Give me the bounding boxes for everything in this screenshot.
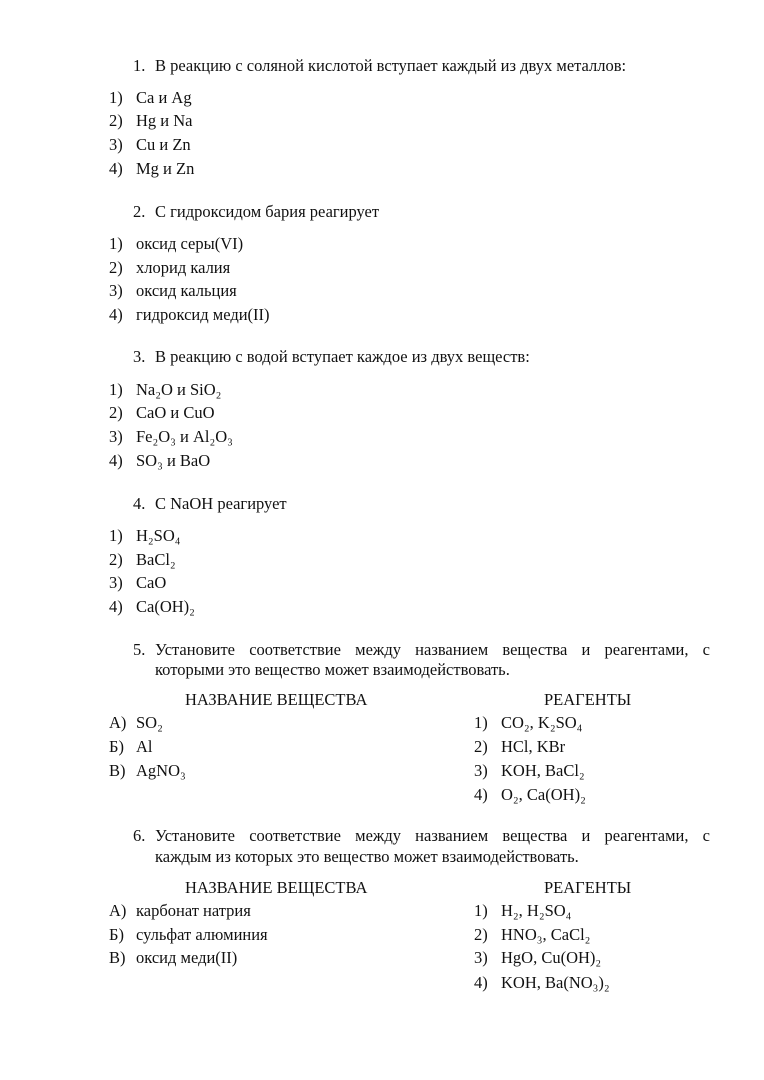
- substance-text: SO₂: [136, 713, 163, 732]
- substance-label: А): [109, 901, 127, 920]
- option-label: 3): [109, 281, 123, 300]
- option-label: 4): [109, 451, 123, 470]
- reagent-label: 4): [474, 973, 488, 992]
- option-text: Ca и Ag: [136, 88, 192, 107]
- question-number: 1.: [133, 56, 146, 75]
- substance-label: Б): [109, 737, 124, 756]
- option-text: CaO: [136, 573, 167, 592]
- left-column-header: НАЗВАНИЕ ВЕЩЕСТВА: [185, 690, 368, 709]
- question-text: С NaOH реагирует: [155, 494, 287, 513]
- substance-text: AgNO₃: [136, 761, 186, 780]
- substance-label: В): [109, 761, 126, 780]
- option-text: оксид серы(VI): [136, 234, 244, 253]
- reagent-text: KOH, BaCl₂: [501, 761, 585, 780]
- substance-label: Б): [109, 925, 124, 944]
- reagent-label: 2): [474, 925, 488, 944]
- option-label: 3): [109, 427, 123, 446]
- question-text: каждым из которых это вещество может взаимодействовать.: [155, 847, 579, 866]
- reagent-label: 1): [474, 901, 488, 920]
- option-text: Cu и Zn: [136, 135, 191, 154]
- substance-label: В): [109, 948, 126, 967]
- option-label: 1): [109, 526, 123, 545]
- question-number: 5.: [133, 640, 146, 659]
- question-text: Установите соответствие между названием вещества и реагентами, с: [155, 826, 710, 845]
- option-text: BaCl₂: [136, 550, 176, 569]
- reagent-text: O₂, Ca(OH)₂: [501, 785, 586, 804]
- option-text: CaO и CuO: [136, 403, 215, 422]
- reagent-text: HCl, KBr: [501, 737, 566, 756]
- option-label: 4): [109, 305, 123, 324]
- option-label: 4): [109, 159, 123, 178]
- question-number: 2.: [133, 202, 146, 221]
- option-text: хлорид калия: [136, 258, 231, 277]
- left-column-header: НАЗВАНИЕ ВЕЩЕСТВА: [185, 878, 368, 897]
- reagent-label: 3): [474, 761, 488, 780]
- option-label: 2): [109, 403, 123, 422]
- question-number: 6.: [133, 826, 146, 845]
- reagent-text: CO₂, K₂SO₄: [501, 713, 583, 732]
- question-text: В реакцию с соляной кислотой вступает каждый из двух металлов:: [155, 56, 627, 75]
- substance-text: карбонат натрия: [136, 901, 251, 920]
- option-label: 2): [109, 111, 123, 130]
- question-text: С гидроксидом бария реагирует: [155, 202, 380, 221]
- option-label: 1): [109, 88, 123, 107]
- option-label: 1): [109, 234, 123, 253]
- option-label: 2): [109, 258, 123, 277]
- option-text: SO₃ и BaO: [136, 451, 211, 470]
- option-label: 3): [109, 135, 123, 154]
- reagent-text: KOH, Ba(NO₃)₂: [501, 973, 610, 992]
- substance-label: А): [109, 713, 127, 732]
- option-text: Na₂O и SiO₂: [136, 380, 222, 399]
- reagent-label: 1): [474, 713, 488, 732]
- option-label: 4): [109, 597, 123, 616]
- substance-text: сульфат алюминия: [136, 925, 268, 944]
- question-number: 4.: [133, 494, 146, 513]
- question-text: которыми это вещество может взаимодействовать.: [155, 660, 510, 679]
- option-text: Hg и Na: [136, 111, 193, 130]
- right-column-header: РЕАГЕНТЫ: [544, 690, 632, 709]
- option-label: 3): [109, 573, 123, 592]
- option-text: Fe₂O₃ и Al₂O₃: [136, 427, 233, 446]
- option-text: гидроксид меди(II): [136, 305, 270, 324]
- option-text: H₂SO₄: [136, 526, 181, 545]
- option-label: 2): [109, 550, 123, 569]
- reagent-text: H₂, H₂SO₄: [501, 901, 572, 920]
- question-text: Установите соответствие между названием вещества и реагентами, с: [155, 640, 710, 659]
- reagent-label: 3): [474, 948, 488, 967]
- reagent-text: HNO₃, CaCl₂: [501, 925, 591, 944]
- option-text: оксид кальция: [136, 281, 237, 300]
- question-text: В реакцию с водой вступает каждое из двух веществ:: [155, 347, 530, 366]
- option-label: 1): [109, 380, 123, 399]
- substance-text: Al: [136, 737, 153, 756]
- reagent-label: 2): [474, 737, 488, 756]
- option-text: Ca(OH)₂: [136, 597, 195, 616]
- reagent-text: HgO, Cu(OH)₂: [501, 948, 602, 967]
- option-text: Mg и Zn: [136, 159, 195, 178]
- reagent-label: 4): [474, 785, 488, 804]
- question-number: 3.: [133, 347, 146, 366]
- right-column-header: РЕАГЕНТЫ: [544, 878, 632, 897]
- substance-text: оксид меди(II): [136, 948, 238, 967]
